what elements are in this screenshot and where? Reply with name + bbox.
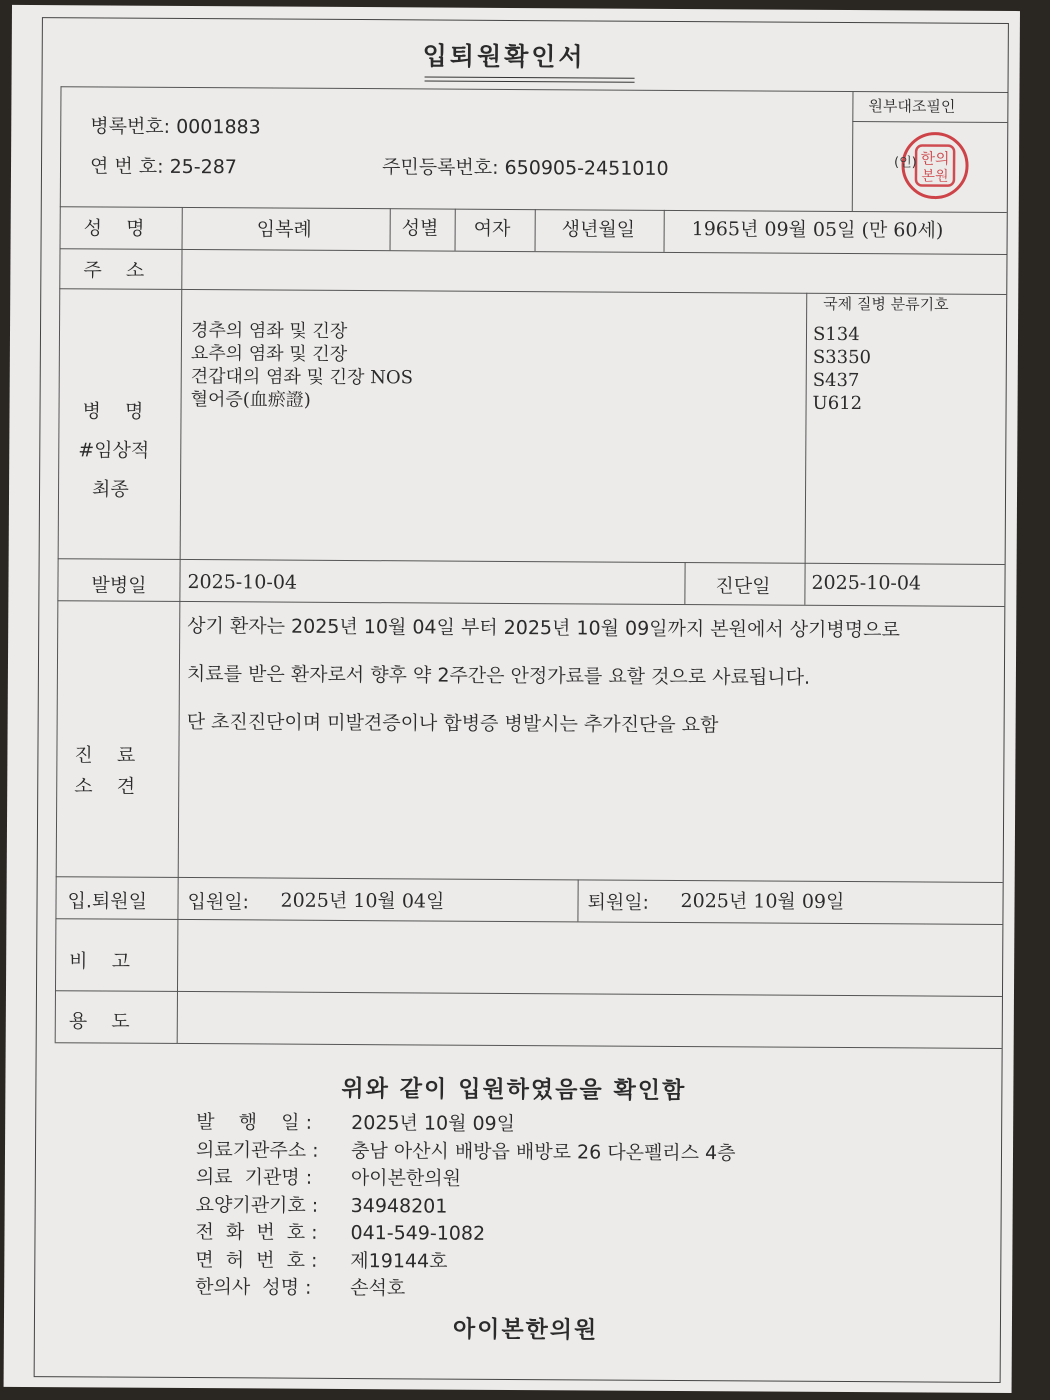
opinion-line: 단 초진진단이며 미발견증이나 합병증 병발시는 추가진단을 요함 (186, 711, 719, 737)
rule (61, 86, 1008, 93)
issuer-row-label: 의료기관주소 : (195, 1138, 319, 1162)
issuer-row-value: 손석호 (350, 1277, 406, 1300)
purpose-label: 용 도 (68, 1010, 130, 1033)
rule (177, 919, 179, 1043)
rule (56, 876, 1003, 883)
issuer-row-value: 2025년 10월 09일 (351, 1112, 516, 1136)
address-label: 주 소 (83, 259, 145, 282)
rule (55, 918, 1002, 925)
serial-number: 연 번 호: 25-287 (89, 155, 237, 179)
sex-label: 성별 (401, 217, 439, 240)
rule (535, 209, 536, 251)
issuer-row-value: 제19144호 (350, 1249, 448, 1273)
name-label: 성 명 (83, 217, 145, 240)
record-number: 병록번호: 0001883 (90, 115, 261, 139)
issuer-row (195, 1245, 447, 1274)
rule (58, 558, 1005, 565)
document-title: 입퇴원확인서 (422, 41, 586, 72)
onset-date: 2025-10-04 (187, 571, 298, 594)
diagnosis-type-label: #임상적 (78, 439, 150, 462)
diagnosis-label: 병 명 (82, 400, 144, 423)
resident-number: 주민등록번호: 650905-2451010 (381, 156, 669, 180)
opinion-line: 상기 환자는 2025년 10월 04일 부터 2025년 10월 09일까지 본원에서 상기병명으로 (187, 615, 900, 642)
patient-name: 임복례 (256, 218, 312, 241)
svg-text:본원: 본원 (921, 168, 949, 185)
issuer-row-value: 041-549-1082 (350, 1222, 486, 1245)
issuer-row-value: 34948201 (350, 1194, 448, 1218)
issuer-row (196, 1190, 448, 1219)
rule (55, 990, 1002, 997)
remarks-label: 비 고 (69, 950, 131, 973)
rule (55, 86, 62, 1042)
rule (684, 562, 685, 604)
birth-label: 생년월일 (561, 218, 636, 241)
icd-code: S134 (812, 323, 860, 346)
rule (805, 293, 808, 563)
diagnosis-item: 견갑대의 염좌 및 긴장 NOS (190, 366, 414, 389)
icd-code: S3350 (812, 346, 872, 369)
rule (852, 91, 854, 211)
rule (664, 210, 665, 252)
diagnosis-final-label: 최종 (91, 478, 129, 501)
form-frame (34, 17, 1009, 1383)
clinic-signature: 아이본한의원 (452, 1316, 599, 1344)
issuer-row (196, 1162, 461, 1191)
birth-date: 1965년 09월 05일 (만 60세) (691, 218, 944, 242)
rule (60, 248, 1007, 255)
issuer-row (196, 1107, 515, 1136)
onset-label: 발병일 (91, 574, 147, 597)
issuer-row-label: 요양기관기호 : (195, 1193, 319, 1217)
document-page (4, 5, 1020, 1393)
rule (455, 209, 456, 251)
admit-date: 2025년 10월 04일 (280, 889, 445, 913)
icd-code: S437 (812, 369, 860, 392)
diagnosis-item: 경추의 염좌 및 긴장 (190, 320, 348, 342)
discharge-date: 2025년 10월 09일 (680, 890, 845, 914)
rule (57, 600, 1004, 607)
stay-label: 입.퇴원일 (67, 890, 148, 913)
seal-box-label: 원부대조필인 (868, 97, 956, 116)
issuer-row (196, 1135, 736, 1165)
issuer-row-value: 아이본한의원 (350, 1167, 462, 1190)
opinion-label: 진 료 (74, 744, 136, 767)
diagnosis-date-label: 진단일 (715, 575, 771, 598)
rule (178, 207, 183, 877)
rule (804, 563, 805, 605)
rule (55, 1042, 1002, 1049)
discharge-label: 퇴원일: (587, 891, 650, 914)
rule (577, 879, 578, 921)
issuer-row-label: 면 허 번 호 : (195, 1248, 318, 1272)
diagnosis-item: 혈어증(血瘀證) (190, 389, 311, 411)
seal-mark: (인) (894, 155, 917, 171)
confirmation-statement: 위와 같이 입원하였음을 확인함 (341, 1075, 687, 1105)
issuer-row-label: 의료 기관명 : (195, 1166, 313, 1189)
rule (390, 208, 391, 250)
diagnosis-list (191, 319, 414, 412)
icd-code: U612 (812, 392, 863, 415)
rule (177, 877, 178, 919)
issuer-row (195, 1217, 485, 1246)
admit-label: 입원일: (187, 891, 250, 914)
title-underline (425, 76, 635, 78)
issuer-row-label: 한의사 성명 : (195, 1276, 312, 1299)
issuer-row-label: 발 행 일 : (196, 1111, 313, 1134)
title-underline (425, 80, 635, 82)
icd-code-header: 국제 질병 분류기호 (823, 294, 949, 314)
rule (60, 206, 1007, 213)
opinion-label: 소 견 (74, 775, 136, 798)
diagnosis-item: 요추의 염좌 및 긴장 (190, 343, 348, 365)
diagnosis-date: 2025-10-04 (811, 571, 922, 595)
svg-text:한의: 한의 (920, 149, 950, 168)
issuer-row-label: 전 화 번 호 : (195, 1221, 318, 1244)
opinion-line: 치료를 받은 환자로서 향후 약 2주간은 안정가료를 요할 것으로 사료됩니다. (186, 663, 811, 689)
icd-code-list (813, 323, 872, 415)
rule (852, 121, 1007, 123)
patient-sex: 여자 (473, 217, 511, 240)
issuer-row (195, 1272, 405, 1300)
issuer-row-value: 충남 아산시 배방읍 배방로 26 다온펠리스 4층 (350, 1139, 736, 1164)
